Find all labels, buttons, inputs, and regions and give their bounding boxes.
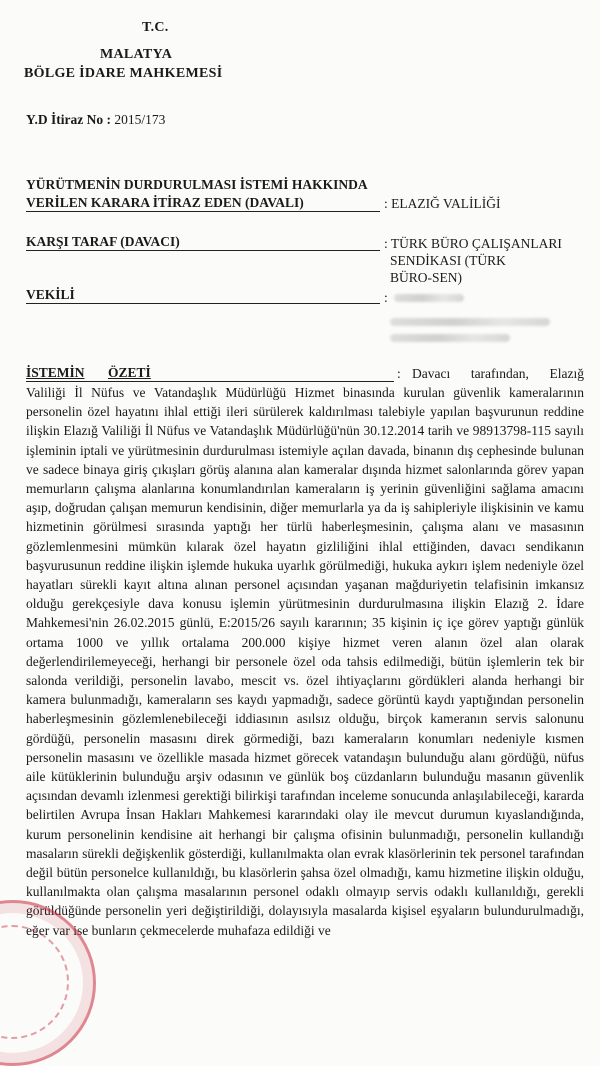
summary-label-word1: İSTEMİN (26, 365, 85, 380)
subject-value: : ELAZIĞ VALİLİĞİ (384, 196, 501, 211)
subject-underline (26, 211, 380, 212)
summary-colon: : (397, 366, 401, 381)
subject-line1: YÜRÜTMENİN DURDURULMASI İSTEMİ HAKKINDA (26, 177, 368, 192)
opponent-label: KARŞI TARAF (DAVACI) (26, 234, 180, 249)
opponent-value-line2: SENDİKASI (TÜRK (390, 253, 506, 268)
opponent-value-line3: BÜRO-SEN) (390, 270, 463, 285)
court-header-city: MALATYA (100, 47, 173, 62)
opponent-underline (26, 250, 380, 251)
summary-label-word2: ÖZETİ (108, 365, 151, 380)
court-header-name: BÖLGE İDARE MAHKEMESİ (24, 66, 223, 81)
opponent-value-line1: : TÜRK BÜRO ÇALIŞANLARI (384, 236, 562, 251)
summary-lead: Davacı tarafından, Elazığ (412, 366, 584, 381)
court-header-tc: T.C. (142, 20, 169, 35)
redacted-attorney-address-1 (390, 318, 550, 326)
case-number-label: Y.D İtiraz No : (26, 112, 111, 127)
subject-line2: VERİLEN KARARA İTİRAZ EDEN (DAVALI) (26, 195, 304, 210)
summary-body-text: Valiliği İl Nüfus ve Vatandaşlık Müdürlüğü Hizmet binasında kurulan güvenlik kameralarının personelin özel hayatını ihlal ettiği ileri sürülerek kaldırılması talebiyle yapılan başvurunun reddine ilişkin Elazığ Valiliği İl Nüfus ve Vatandaşlık Müdürlüğü'nün 30.12.2014 tarih ve 98913798-115 sayılı işleminin iptali ve yürütmesinin durdurulması istemiyle açılan davada, binanın dış cephesinde bulunan ve sadece binaya giriş çıkışları görüş alanına alan kameralar dışında hizmet salonlarında görev yapan memurların çalışma alanlarına konumlandırılan kameraların iş yerinin güvenliğini sağlama amacını aşıp, doğrudan çalışan memurun kendisinin, diğer memurlarla ya da iş sahipleriyle ilişkisinin ve kamu hizmetinin görülmesi sırasında yaptığı her türlü haberleşmesinin, çalışma alanı ve masasının gözlemlenmesini mümkün kılarak özel hayatın gizliliğini ihlal ettiğinden, davacı sendikanın başvurusunun reddine ilişkin işlemde hukuka uyarlık görülmediği, hukuka aykırı işlem nedeniyle özel hayatları sürekli kayıt altına alınan personel açısından yaşanan mağduriyetin telafisinin imkansız olduğu gerekçesiyle dava konusu işlemin yürütmesinin durdurulmasına ilişkin Elazığ 2. İdare Mahkemesi'nin 26.02.2015 günlü, E:2015/26 sayılı kararının; 35 kişinin iç içe görev yaptığı günlük ortama 1000 ve yıllık ortalama 200.000 kişiye hizmet veren alanın özel alan olarak değerlendirilemeyeceği, herhangi bir personele özel oda tahsis edilmediği, bütün işlemlerin tek bir salonda verildiği, personelin lavabo, mescit vs. özel ihtiyaçlarını gördükleri alanda herhangi bir kamera bulunmadığı, kameraların ses kaydı yapmadığı, sadece görüntü kaydı yaptığından personelin haberleşmesinin gözlemlenebileceği iddiasının asılsız olduğu, birçok kameranın servis salonunu gördüğü, personelin masasını direk görmediği, bazı kameraların konumları nedeniyle kısmen personelin masasını ve özellikle masada hizmet görecek vatandaşın bulunduğu alanı gördüğü, nüfus aile kütüklerinin bulunduğu arşiv odasının ve günlük boş cüzdanların bulunduğu masanın güvenlik açısından devamlı izlenmesi gerektiği bilirkişi tarafından inceleme sonucunda anlaşılabileceği, kararda belirtilen Avrupa İnsan Hakları Mahkemesi kararındaki olay ile mevcut durumun kıyaslandığında, kurum personelinin kendisine ait herhangi bir çalışma ofisinin bulunmadığı, personelin kullandığı masaların sürekli değişkenlik gösterdiği, kullanılmakta olan evrak klasörlerinin tek personel tarafından değil bütün personelce kullanıldığı, bu klasörlerin şahsa özel olmadığı, kamu hizmetine ilişkin olduğu, kullanılmakta olan çalışma masalarının personel odaklı olmayıp servis odaklı kullanıldığı, gerekli görüldüğünde personelin yeri değiştirildiği, dolayısıyla masalarda kişisel eşyaların bulundurulmadığı, eğer var ise bunların çekmecelerde muhafaza edildiği ve (26, 385, 584, 938)
attorney-underline (26, 303, 380, 304)
attorney-label: VEKİLİ (26, 287, 75, 302)
attorney-colon: : (384, 290, 388, 305)
redacted-attorney-address-2 (390, 334, 510, 342)
case-number (26, 112, 165, 128)
case-number-value: 2015/173 (114, 112, 166, 127)
redacted-attorney-name (394, 294, 464, 302)
summary-underline (26, 381, 394, 382)
